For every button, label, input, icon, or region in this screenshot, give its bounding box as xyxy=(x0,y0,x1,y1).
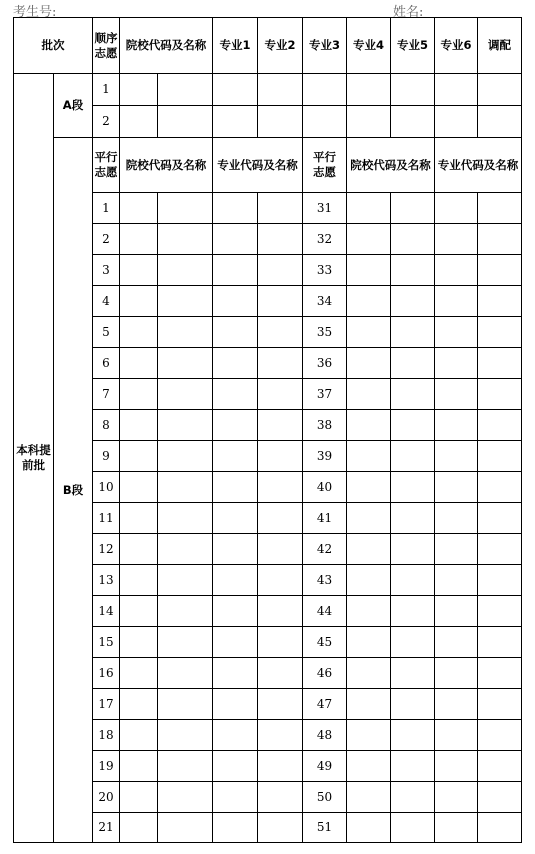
school-code-input[interactable] xyxy=(347,379,391,410)
school-code-input[interactable] xyxy=(347,255,391,286)
school-name-input[interactable] xyxy=(391,193,435,224)
parallel-row-number-right: 33 xyxy=(303,255,347,286)
major-code-input[interactable] xyxy=(435,534,478,565)
school-name-input[interactable] xyxy=(158,751,213,782)
major-name-input[interactable] xyxy=(258,410,303,441)
school-code-input[interactable] xyxy=(120,813,158,843)
parallel-row-number-right: 50 xyxy=(303,782,347,813)
major-code-input[interactable] xyxy=(435,627,478,658)
major-name-input[interactable] xyxy=(258,782,303,813)
school-name-input[interactable] xyxy=(391,379,435,410)
major-code-input[interactable] xyxy=(213,565,258,596)
major-name-input[interactable] xyxy=(478,193,522,224)
school-code-input[interactable] xyxy=(120,503,158,534)
major-name-input[interactable] xyxy=(258,627,303,658)
major-name-input[interactable] xyxy=(478,751,522,782)
school-code-input[interactable] xyxy=(120,410,158,441)
school-name-input[interactable] xyxy=(391,689,435,720)
school-name-input[interactable] xyxy=(391,534,435,565)
major-code-input[interactable] xyxy=(213,658,258,689)
major-input[interactable] xyxy=(347,106,391,138)
major-name-input[interactable] xyxy=(258,596,303,627)
parallel-row-number-left: 19 xyxy=(93,751,120,782)
segment-a-row-number: 1 xyxy=(93,74,120,106)
adjust-header: 调配 xyxy=(478,18,522,74)
major-name-input[interactable] xyxy=(478,534,522,565)
major-name-input[interactable] xyxy=(258,379,303,410)
school-name-input[interactable] xyxy=(391,658,435,689)
major-name-input[interactable] xyxy=(478,286,522,317)
major-name-input[interactable] xyxy=(258,534,303,565)
parallel-row-number-right: 43 xyxy=(303,565,347,596)
school-name-input[interactable] xyxy=(391,286,435,317)
major-code-input[interactable] xyxy=(213,224,258,255)
exam-number-label: 考生号: xyxy=(13,5,57,20)
parallel-row-number-right: 37 xyxy=(303,379,347,410)
school-name-input[interactable] xyxy=(391,317,435,348)
major-code-input[interactable] xyxy=(435,317,478,348)
school-code-input[interactable] xyxy=(120,286,158,317)
major-name-input[interactable] xyxy=(478,224,522,255)
major-name-input[interactable] xyxy=(258,503,303,534)
school-code-input[interactable] xyxy=(347,565,391,596)
school-name-input[interactable] xyxy=(158,106,213,138)
parallel-row-number-left: 21 xyxy=(93,813,120,843)
major-code-input[interactable] xyxy=(435,751,478,782)
major-code-label-right: 专业代码及名称 xyxy=(435,138,522,193)
seq-header: 顺序 志愿 xyxy=(93,18,120,74)
parallel-row-number-left: 2 xyxy=(93,224,120,255)
major-name-input[interactable] xyxy=(478,689,522,720)
adjust-input[interactable] xyxy=(478,74,522,106)
parallel-row-number-left: 9 xyxy=(93,441,120,472)
major-code-input[interactable] xyxy=(435,720,478,751)
school-code-input[interactable] xyxy=(347,534,391,565)
major-5-header: 专业5 xyxy=(391,18,435,74)
school-code-input[interactable] xyxy=(120,658,158,689)
parallel-row-number-left: 12 xyxy=(93,534,120,565)
major-name-input[interactable] xyxy=(478,379,522,410)
school-code-input[interactable] xyxy=(120,472,158,503)
major-input[interactable] xyxy=(435,106,478,138)
parallel-row-number-right: 38 xyxy=(303,410,347,441)
school-code-input[interactable] xyxy=(120,255,158,286)
parallel-row-number-left: 7 xyxy=(93,379,120,410)
parallel-row-number-left: 17 xyxy=(93,689,120,720)
school-name-input[interactable] xyxy=(158,74,213,106)
major-input[interactable] xyxy=(303,106,347,138)
school-name-input[interactable] xyxy=(391,348,435,379)
major-name-input[interactable] xyxy=(258,813,303,843)
school-name-input[interactable] xyxy=(158,317,213,348)
parallel-row-number-left: 18 xyxy=(93,720,120,751)
school-name-input[interactable] xyxy=(158,813,213,843)
major-code-input[interactable] xyxy=(213,255,258,286)
major-input[interactable] xyxy=(213,106,258,138)
major-input[interactable] xyxy=(391,74,435,106)
major-name-input[interactable] xyxy=(258,565,303,596)
major-code-input[interactable] xyxy=(435,596,478,627)
school-code-input[interactable] xyxy=(120,720,158,751)
parallel-label-left: 平行 志愿 xyxy=(93,138,120,193)
major-input[interactable] xyxy=(303,74,347,106)
school-code-input[interactable] xyxy=(120,689,158,720)
parallel-row-number-right: 42 xyxy=(303,534,347,565)
major-input[interactable] xyxy=(258,74,303,106)
school-code-input[interactable] xyxy=(120,74,158,106)
parallel-row-number-right: 45 xyxy=(303,627,347,658)
major-code-input[interactable] xyxy=(435,255,478,286)
major-input[interactable] xyxy=(213,74,258,106)
school-name-input[interactable] xyxy=(158,689,213,720)
school-name-input[interactable] xyxy=(158,255,213,286)
school-code-input[interactable] xyxy=(347,503,391,534)
school-code-input[interactable] xyxy=(120,441,158,472)
major-name-input[interactable] xyxy=(478,565,522,596)
major-code-input[interactable] xyxy=(435,813,478,843)
volunteer-form-table xyxy=(13,17,522,843)
school-code-input[interactable] xyxy=(120,596,158,627)
major-code-input[interactable] xyxy=(435,441,478,472)
major-code-input[interactable] xyxy=(213,441,258,472)
school-name-input[interactable] xyxy=(158,441,213,472)
major-code-input[interactable] xyxy=(213,379,258,410)
major-name-input[interactable] xyxy=(258,472,303,503)
parallel-row-number-left: 16 xyxy=(93,658,120,689)
parallel-row-number-left: 5 xyxy=(93,317,120,348)
parallel-row-number-right: 39 xyxy=(303,441,347,472)
school-code-input[interactable] xyxy=(120,534,158,565)
school-code-input[interactable] xyxy=(347,596,391,627)
major-code-input[interactable] xyxy=(213,193,258,224)
parallel-row-number-right: 31 xyxy=(303,193,347,224)
school-name-input[interactable] xyxy=(158,224,213,255)
school-name-input[interactable] xyxy=(391,627,435,658)
school-code-input[interactable] xyxy=(347,410,391,441)
school-code-input[interactable] xyxy=(120,782,158,813)
major-code-input[interactable] xyxy=(435,286,478,317)
school-code-input[interactable] xyxy=(120,348,158,379)
major-name-input[interactable] xyxy=(478,317,522,348)
school-name-input[interactable] xyxy=(391,720,435,751)
parallel-row-number-right: 44 xyxy=(303,596,347,627)
major-name-input[interactable] xyxy=(478,255,522,286)
major-name-input[interactable] xyxy=(478,627,522,658)
major-name-input[interactable] xyxy=(478,410,522,441)
major-code-input[interactable] xyxy=(213,348,258,379)
school-name-input[interactable] xyxy=(391,503,435,534)
school-name-input[interactable] xyxy=(391,596,435,627)
school-header: 院校代码及名称 xyxy=(120,18,213,74)
major-code-input[interactable] xyxy=(213,596,258,627)
school-code-input[interactable] xyxy=(347,658,391,689)
major-1-header: 专业1 xyxy=(213,18,258,74)
major-name-input[interactable] xyxy=(258,193,303,224)
major-name-input[interactable] xyxy=(258,224,303,255)
major-code-input[interactable] xyxy=(213,534,258,565)
parallel-row-number-right: 41 xyxy=(303,503,347,534)
parallel-row-number-left: 11 xyxy=(93,503,120,534)
school-code-input[interactable] xyxy=(347,348,391,379)
parallel-row-number-left: 10 xyxy=(93,472,120,503)
school-code-input[interactable] xyxy=(120,317,158,348)
major-name-input[interactable] xyxy=(258,720,303,751)
school-name-input[interactable] xyxy=(391,472,435,503)
major-code-input[interactable] xyxy=(435,658,478,689)
school-name-input[interactable] xyxy=(158,379,213,410)
major-code-input[interactable] xyxy=(435,410,478,441)
school-code-input[interactable] xyxy=(347,224,391,255)
school-code-input[interactable] xyxy=(347,689,391,720)
major-name-input[interactable] xyxy=(258,317,303,348)
school-name-input[interactable] xyxy=(158,193,213,224)
major-code-input[interactable] xyxy=(213,286,258,317)
major-2-header: 专业2 xyxy=(258,18,303,74)
parallel-row-number-left: 14 xyxy=(93,596,120,627)
major-name-input[interactable] xyxy=(478,441,522,472)
parallel-row-number-right: 36 xyxy=(303,348,347,379)
school-name-input[interactable] xyxy=(391,441,435,472)
school-name-input[interactable] xyxy=(391,565,435,596)
major-code-input[interactable] xyxy=(435,689,478,720)
major-code-input[interactable] xyxy=(213,503,258,534)
major-6-header: 专业6 xyxy=(435,18,478,74)
major-input[interactable] xyxy=(391,106,435,138)
school-name-input[interactable] xyxy=(158,534,213,565)
major-code-input[interactable] xyxy=(435,224,478,255)
major-code-input[interactable] xyxy=(213,627,258,658)
major-name-input[interactable] xyxy=(258,751,303,782)
major-code-input[interactable] xyxy=(213,472,258,503)
school-code-input[interactable] xyxy=(347,193,391,224)
school-name-input[interactable] xyxy=(158,472,213,503)
parallel-row-number-left: 8 xyxy=(93,410,120,441)
major-code-input[interactable] xyxy=(213,751,258,782)
batch-name-cell: 本科提 前批 xyxy=(14,74,54,843)
major-name-input[interactable] xyxy=(478,348,522,379)
major-code-input[interactable] xyxy=(213,689,258,720)
school-code-input[interactable] xyxy=(347,782,391,813)
school-name-input[interactable] xyxy=(158,596,213,627)
major-3-header: 专业3 xyxy=(303,18,347,74)
school-name-input[interactable] xyxy=(391,255,435,286)
major-code-label-left: 专业代码及名称 xyxy=(213,138,303,193)
parallel-row-number-left: 6 xyxy=(93,348,120,379)
major-input[interactable] xyxy=(258,106,303,138)
parallel-row-number-left: 1 xyxy=(93,193,120,224)
major-input[interactable] xyxy=(435,74,478,106)
school-name-input[interactable] xyxy=(391,751,435,782)
major-code-input[interactable] xyxy=(435,565,478,596)
parallel-row-number-right: 51 xyxy=(303,813,347,843)
school-code-input[interactable] xyxy=(347,813,391,843)
school-name-input[interactable] xyxy=(158,782,213,813)
major-name-input[interactable] xyxy=(478,720,522,751)
major-code-input[interactable] xyxy=(435,782,478,813)
parallel-row-number-right: 32 xyxy=(303,224,347,255)
school-name-input[interactable] xyxy=(158,627,213,658)
batch-header: 批次 xyxy=(14,18,93,74)
major-name-input[interactable] xyxy=(478,782,522,813)
school-code-input[interactable] xyxy=(120,379,158,410)
school-code-input[interactable] xyxy=(120,224,158,255)
school-name-input[interactable] xyxy=(158,503,213,534)
school-name-input[interactable] xyxy=(391,410,435,441)
major-code-input[interactable] xyxy=(435,348,478,379)
school-code-input[interactable] xyxy=(120,565,158,596)
parallel-row-number-right: 46 xyxy=(303,658,347,689)
major-code-input[interactable] xyxy=(213,410,258,441)
major-code-input[interactable] xyxy=(213,317,258,348)
school-name-input[interactable] xyxy=(158,410,213,441)
major-name-input[interactable] xyxy=(478,813,522,843)
major-name-input[interactable] xyxy=(258,689,303,720)
major-input[interactable] xyxy=(347,74,391,106)
school-code-input[interactable] xyxy=(347,627,391,658)
major-name-input[interactable] xyxy=(258,441,303,472)
school-label-right: 院校代码及名称 xyxy=(347,138,435,193)
parallel-row-number-left: 13 xyxy=(93,565,120,596)
parallel-row-number-left: 4 xyxy=(93,286,120,317)
major-code-input[interactable] xyxy=(435,472,478,503)
school-code-input[interactable] xyxy=(347,751,391,782)
major-name-input[interactable] xyxy=(478,596,522,627)
school-code-input[interactable] xyxy=(347,441,391,472)
candidate-name-label: 姓名: xyxy=(393,5,424,20)
major-name-input[interactable] xyxy=(478,503,522,534)
parallel-row-number-left: 15 xyxy=(93,627,120,658)
major-name-input[interactable] xyxy=(478,472,522,503)
school-name-input[interactable] xyxy=(158,348,213,379)
parallel-row-number-right: 48 xyxy=(303,720,347,751)
major-name-input[interactable] xyxy=(478,658,522,689)
school-name-input[interactable] xyxy=(391,782,435,813)
segment-a-label: A段 xyxy=(54,74,93,138)
segment-b-label: B段 xyxy=(54,138,93,843)
school-code-input[interactable] xyxy=(120,106,158,138)
parallel-row-number-right: 40 xyxy=(303,472,347,503)
school-name-input[interactable] xyxy=(158,720,213,751)
school-code-input[interactable] xyxy=(347,720,391,751)
school-name-input[interactable] xyxy=(391,224,435,255)
major-code-input[interactable] xyxy=(213,813,258,843)
major-name-input[interactable] xyxy=(258,348,303,379)
school-code-input[interactable] xyxy=(120,751,158,782)
parallel-row-number-right: 34 xyxy=(303,286,347,317)
major-name-input[interactable] xyxy=(258,658,303,689)
school-code-input[interactable] xyxy=(347,472,391,503)
major-code-input[interactable] xyxy=(435,193,478,224)
major-name-input[interactable] xyxy=(258,255,303,286)
parallel-row-number-right: 49 xyxy=(303,751,347,782)
parallel-label-right: 平行 志愿 xyxy=(303,138,347,193)
major-4-header: 专业4 xyxy=(347,18,391,74)
major-code-input[interactable] xyxy=(213,782,258,813)
school-code-input[interactable] xyxy=(120,193,158,224)
school-name-input[interactable] xyxy=(158,286,213,317)
parallel-row-number-right: 35 xyxy=(303,317,347,348)
parallel-row-number-left: 20 xyxy=(93,782,120,813)
school-code-input[interactable] xyxy=(347,317,391,348)
school-label-left: 院校代码及名称 xyxy=(120,138,213,193)
parallel-row-number-right: 47 xyxy=(303,689,347,720)
major-code-input[interactable] xyxy=(435,503,478,534)
adjust-input[interactable] xyxy=(478,106,522,138)
major-name-input[interactable] xyxy=(258,286,303,317)
major-code-input[interactable] xyxy=(435,379,478,410)
parallel-row-number-left: 3 xyxy=(93,255,120,286)
major-code-input[interactable] xyxy=(213,720,258,751)
school-name-input[interactable] xyxy=(391,813,435,843)
school-code-input[interactable] xyxy=(347,286,391,317)
school-name-input[interactable] xyxy=(158,565,213,596)
segment-a-row-number: 2 xyxy=(93,106,120,138)
school-name-input[interactable] xyxy=(158,658,213,689)
school-code-input[interactable] xyxy=(120,627,158,658)
